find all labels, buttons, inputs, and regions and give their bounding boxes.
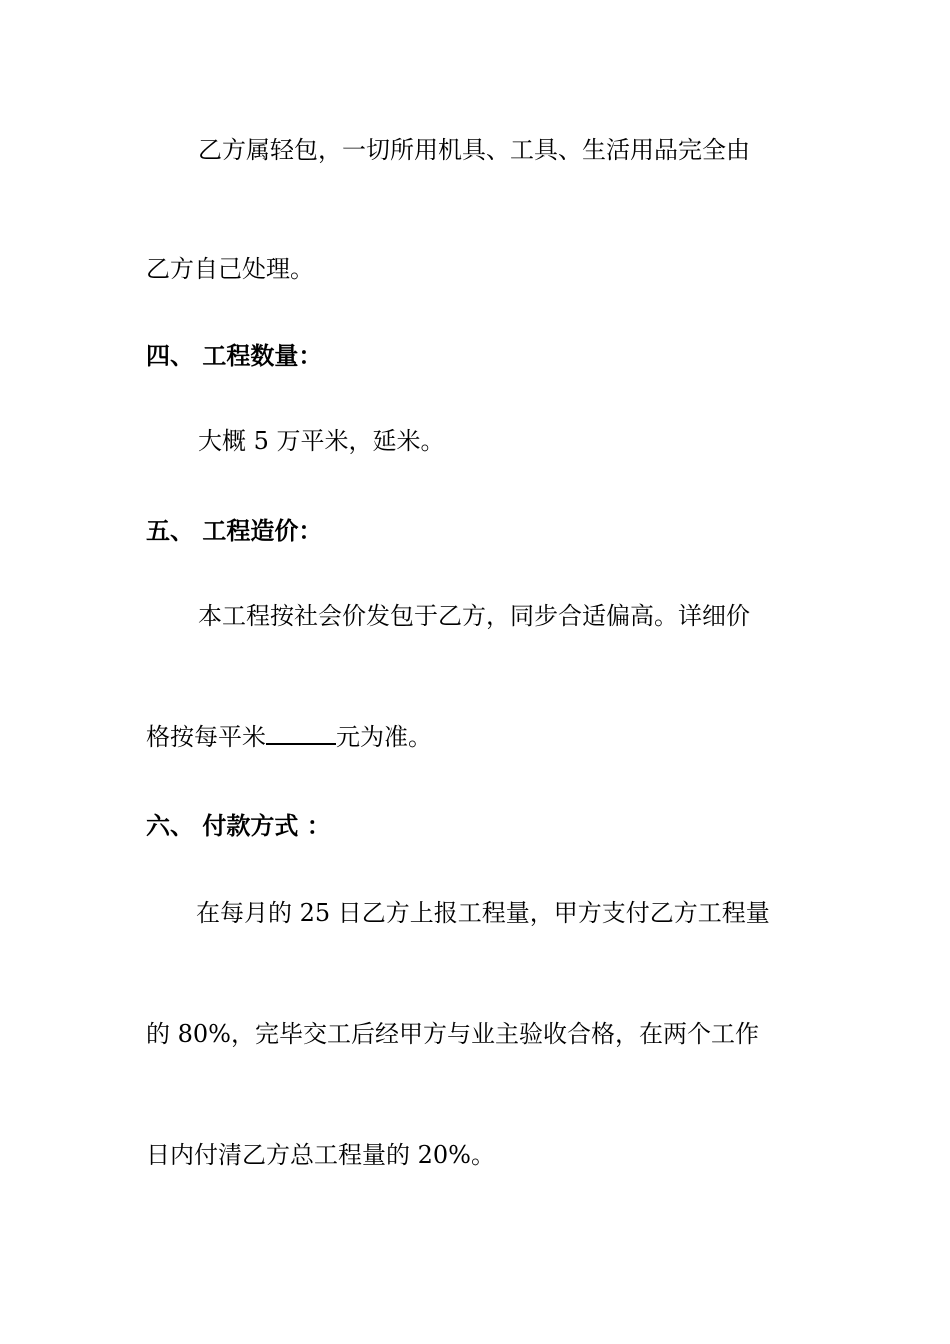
clause6-heading: 六、 付款方式 ：	[146, 811, 331, 840]
price-text-after: 元为准。	[336, 723, 432, 751]
clause3-paragraph-line1: 乙方属轻包，一切所用机具、工具、生活用品完全由	[198, 136, 750, 164]
clause6-paragraph-line1: 在每月的 25 日乙方上报工程量，甲方支付乙方工程量	[196, 899, 770, 927]
clause6-paragraph-line3: 日内付清乙方总工程量的 20%。	[146, 1141, 495, 1169]
clause3-paragraph-line2: 乙方自己处理。	[146, 255, 314, 283]
price-blank-underline	[266, 723, 336, 745]
price-text-before: 格按每平米	[146, 723, 266, 751]
clause5-heading: 五、 工程造价：	[146, 516, 323, 545]
clause5-paragraph-line1: 本工程按社会价发包于乙方，同步合适偏高。详细价	[198, 602, 750, 630]
clause5-paragraph-line2	[146, 722, 432, 752]
clause6-paragraph-line2: 的 80%，完毕交工后经甲方与业主验收合格，在两个工作	[146, 1020, 759, 1048]
clause4-heading: 四、 工程数量：	[146, 341, 323, 370]
clause4-paragraph: 大概 5 万平米，延米。	[198, 427, 445, 455]
